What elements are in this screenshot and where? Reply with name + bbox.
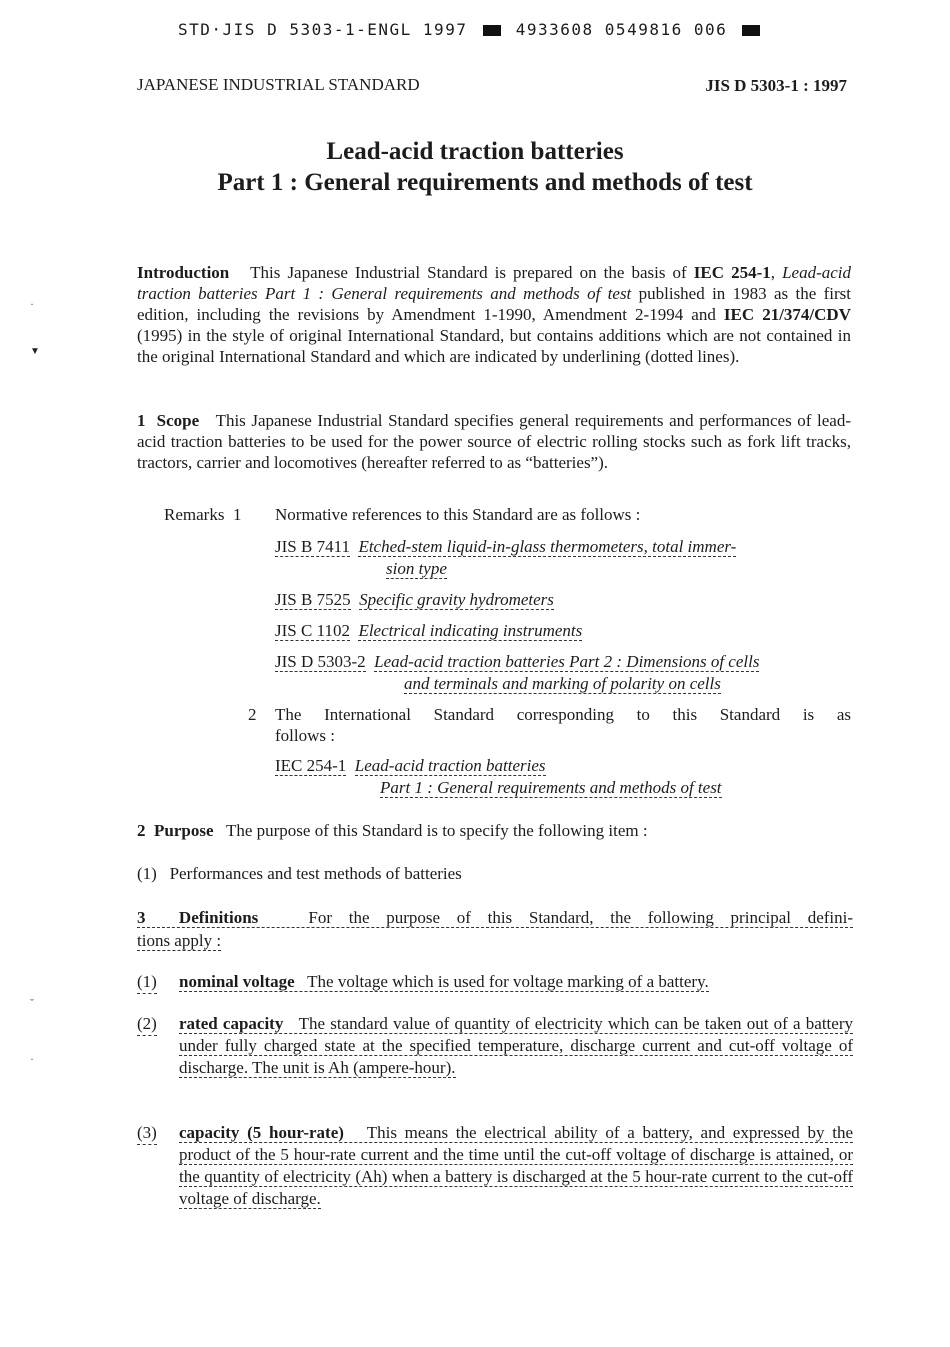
reference-title: Lead-acid traction batteries xyxy=(354,756,546,775)
remark-1-text: Normative references to this Standard are as follows : xyxy=(275,505,641,524)
reference-code: JIS C 1102 xyxy=(275,621,350,640)
remark-2-line: The International Standard corresponding to this Standard is as xyxy=(275,705,851,724)
purpose-item-text: Performances and test methods of batteries xyxy=(169,864,462,883)
iec-reference: IEC 21/374/CDV xyxy=(723,305,851,324)
purpose-item-number: (1) xyxy=(137,864,157,883)
introduction-text: (1995) in the style of original International Standard, but contains additions which are not contained in the original International Standard and which are indicated by underlining (dotted lines). xyxy=(137,326,851,366)
reference-row-continued xyxy=(386,558,447,580)
purpose-number: 2 xyxy=(137,821,146,840)
definitions-number: 3 xyxy=(137,908,146,927)
reference-title: Electrical indicating instruments xyxy=(358,621,583,640)
document-code-right: 4933608 0549816 006 xyxy=(515,20,728,39)
reference-code: JIS D 5303-2 xyxy=(275,652,366,671)
definition-text: The standard value of quantity of electricity which can be taken out of a battery under fully charged state at the specified temperature, discharge current and cut-off voltage of discharge. The unit is Ah (ampere-hour). xyxy=(179,1014,853,1077)
iec-reference: IEC 254-1 xyxy=(693,263,771,282)
purpose-heading: Purpose xyxy=(154,821,214,840)
black-block-icon xyxy=(483,25,501,36)
definition-number: (2) xyxy=(137,1013,157,1036)
definitions-intro: tions apply : xyxy=(137,931,222,950)
iec-reference-row-continued xyxy=(380,777,722,799)
title-line-2: Part 1 : General requirements and methods of test xyxy=(217,169,753,196)
definition-term: capacity xyxy=(179,1123,240,1142)
scope-paragraph xyxy=(137,410,851,473)
reference-row xyxy=(275,651,759,673)
definition-term-qualifier: (5 hour-rate) xyxy=(247,1123,344,1142)
definition-number: (3) xyxy=(137,1122,157,1145)
document-code-line xyxy=(178,20,764,39)
introduction-text: published in 1983 as the first edition, including the revisions by Amendment 1-1990, Amendment 2-1994 and xyxy=(137,284,851,324)
reference-title: Etched-stem liquid-in-glass thermometers, total immer- xyxy=(358,537,737,556)
title-line-1: Lead-acid traction batteries xyxy=(326,138,624,165)
margin-dot: · xyxy=(30,1052,34,1066)
scope-text: This Japanese Industrial Standard specifies general requirements and performances of lead-acid traction batteries to be used for the power source of electric rolling stocks such as fork lift tracks, tractors, carrier and locomotives (hereafter referred to as “batteries”). xyxy=(137,411,851,472)
definition-term: nominal voltage xyxy=(179,972,295,991)
definitions-paragraph xyxy=(137,906,853,952)
purpose-text: The purpose of this Standard is to specify the following item : xyxy=(225,821,648,840)
page-title xyxy=(0,136,950,198)
standard-label: JAPANESE INDUSTRIAL STANDARD xyxy=(137,75,420,94)
reference-row-continued xyxy=(404,673,721,695)
remark-number: 1 xyxy=(232,505,242,524)
definitions-heading: Definitions xyxy=(178,908,259,927)
definition-term: rated capacity xyxy=(179,1014,284,1033)
reference-title: Specific gravity hydrometers xyxy=(359,590,554,609)
reference-code: IEC 254-1 xyxy=(275,756,347,775)
iec-reference-row xyxy=(275,755,546,777)
reference-row xyxy=(275,536,736,558)
margin-dot: ˘ xyxy=(30,996,34,1010)
definition-text: The voltage which is used for voltage marking of a battery. xyxy=(307,972,709,991)
reference-row xyxy=(275,620,582,642)
scope-heading: Scope xyxy=(156,411,200,430)
reference-code: JIS B 7411 xyxy=(275,537,350,556)
definition-item xyxy=(137,1122,853,1210)
definition-number: (1) xyxy=(137,971,157,994)
reference-title: Lead-acid traction batteries Part 2 : Dimensions of cells xyxy=(374,652,760,671)
reference-title: sion type xyxy=(386,559,447,578)
definition-item xyxy=(137,971,853,993)
reference-title: Part 1 : General requirements and methods of test xyxy=(380,778,722,797)
margin-arrow-icon: ▼ xyxy=(30,346,40,357)
purpose-item xyxy=(137,863,462,885)
remark-number: 2 xyxy=(248,705,257,724)
definition-text: This means the electrical ability of a battery, and expressed by the product of the 5 hour-rate current and the time until the cut-off voltage of discharge is attained, or the quantity of electricity (Ah) when a battery is discharged at the 5 hour-rate current to the cut-off voltage of discharge. xyxy=(179,1123,853,1208)
scope-number: 1 xyxy=(137,411,146,430)
definitions-intro: For the purpose of this Standard, the following principal defini- xyxy=(308,908,854,927)
remarks-label-text: Remarks xyxy=(164,505,225,524)
margin-dot: · xyxy=(30,297,34,311)
iec-reference-title: Lead-acid traction batteries Part 1 : General requirements and methods of test xyxy=(137,263,852,303)
introduction-paragraph: Introduction This Japanese Industrial Standard is prepared on the basis of IEC 254-1, Lead-acid traction batteries Part 1 : General requirements and methods of test published in 1983 as the first edition, including the revisions by Amendment 1-1990, Amendment 2-1994 and IEC 21/374/CDV (1995) in the style of original International Standard, but contains additions which are not contained in the original International Standard and which are indicated by underlining (dotted lines). xyxy=(137,263,852,366)
definition-item xyxy=(137,1013,853,1079)
reference-code: JIS B 7525 xyxy=(275,590,351,609)
remark-2-line: follows : xyxy=(275,726,335,745)
reference-row xyxy=(275,589,554,611)
introduction-heading: Introduction xyxy=(137,263,230,282)
purpose-paragraph xyxy=(137,820,851,841)
document-code-left: STD·JIS D 5303-1-ENGL 1997 xyxy=(178,20,468,39)
remark-2-text xyxy=(275,704,851,746)
standard-number: JIS D 5303-1 : 1997 xyxy=(705,76,847,95)
remarks-label xyxy=(164,504,241,526)
reference-title: and terminals and marking of polarity on cells xyxy=(404,674,721,693)
introduction-text: This Japanese Industrial Standard is prepared on the basis of xyxy=(250,263,687,282)
black-block-icon xyxy=(742,25,760,36)
